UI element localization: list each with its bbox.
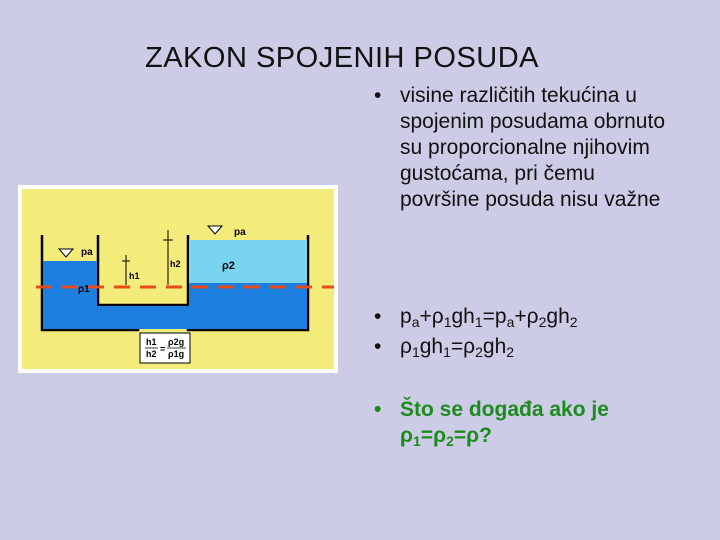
h1-label: h1 — [129, 271, 140, 281]
eq-p2: p — [494, 305, 507, 328]
eq-plus: + — [419, 305, 432, 328]
bullet-simplified-equation — [374, 334, 700, 365]
bullet-pressure-equation — [374, 304, 700, 335]
eq-sub-2: 2 — [538, 314, 547, 330]
formula-rho2g: ρ2g — [168, 337, 185, 347]
q-mark: ? — [479, 424, 492, 447]
rho1-label: ρ1 — [78, 284, 90, 295]
q-rho: ρ — [466, 424, 480, 447]
eq2-sub-2: 2 — [475, 344, 483, 360]
eq2-sub-1: 1 — [411, 344, 420, 360]
eq-sub-1: 1 — [443, 314, 452, 330]
eq-sub-a2: a — [506, 314, 515, 330]
q-sub-1: 1 — [413, 433, 421, 449]
eq-sub-1b: 1 — [474, 314, 483, 330]
bullet-dot: • — [374, 398, 382, 421]
pa-left-label: pa — [81, 247, 93, 258]
bullet-statement — [374, 83, 670, 213]
q-sub-2: 2 — [446, 433, 454, 449]
bullet-dot: • — [374, 335, 382, 358]
question-text: Što se događa ako je — [400, 398, 609, 421]
q-rho2: ρ — [433, 424, 447, 447]
eq2-rho: ρ — [400, 335, 412, 358]
q-eq1: = — [420, 424, 434, 447]
eq2-equals: = — [450, 335, 464, 358]
q-eq2: = — [453, 424, 467, 447]
liquid-bottom — [43, 306, 307, 329]
eq2-gh2: gh — [482, 335, 507, 358]
bullet-dot: • — [374, 305, 382, 328]
vessels-diagram — [18, 185, 338, 373]
eq-gh: gh — [451, 305, 475, 328]
eq-plus2: + — [514, 305, 527, 328]
eq2-sub-2b: 2 — [506, 344, 515, 360]
dashed-reference-line — [36, 284, 336, 290]
pa-right-label: pa — [234, 227, 246, 238]
formula-rho1g: ρ1g — [168, 349, 185, 359]
eq2-rho2: ρ — [463, 335, 476, 358]
slide-title: ZAKON SPOJENIH POSUDA — [145, 42, 540, 74]
rho2-label: ρ2 — [222, 260, 235, 272]
eq2-gh: gh — [419, 335, 444, 358]
bullet-dot: • — [374, 84, 382, 107]
eq-rho2: ρ — [526, 305, 539, 328]
communicating-vessels-figure — [18, 185, 338, 373]
eq-gh2: gh — [546, 305, 570, 328]
eq2-sub-1b: 1 — [443, 344, 451, 360]
statement-text: visine različitih tekućina u spojenim posudama obrnuto su proporcionalne njihovim gustoćama, pri čemu površine posuda nisu važne — [400, 84, 666, 211]
formula-h1: h1 — [146, 337, 157, 347]
eq-rho: ρ — [431, 305, 444, 328]
h2-label: h2 — [170, 259, 181, 269]
eq-sub-a: a — [411, 314, 420, 330]
eq-sub-2b: 2 — [569, 314, 578, 330]
eq-p: p — [400, 305, 412, 328]
bullet-question — [374, 397, 700, 454]
formula-h2: h2 — [146, 349, 157, 359]
q-rho1: ρ — [400, 424, 413, 447]
formula-equals: = — [160, 344, 166, 354]
eq-equals: = — [482, 305, 495, 328]
